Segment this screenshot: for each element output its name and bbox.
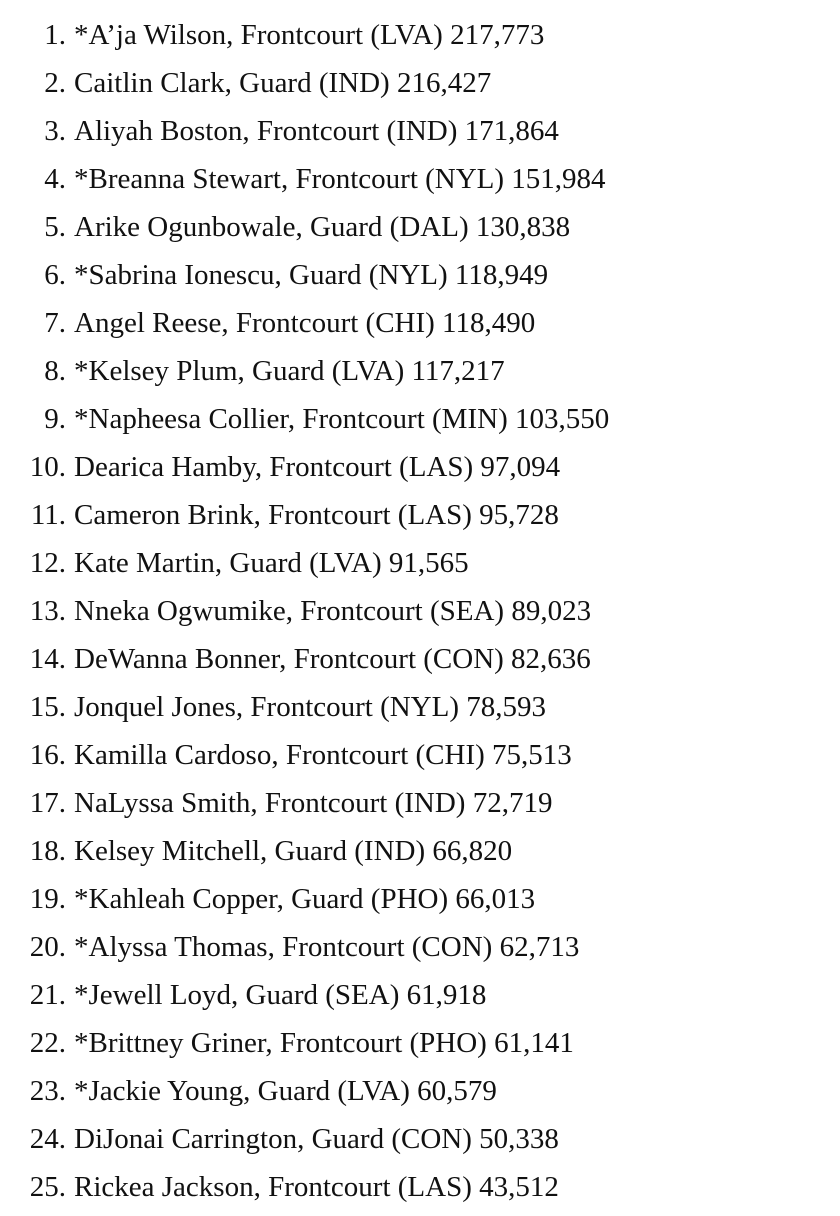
list-item-text: Angel Reese, Frontcourt (CHI) 118,490: [74, 307, 536, 339]
list-item-text: Rickea Jackson, Frontcourt (LAS) 43,512: [74, 1171, 559, 1203]
list-item-number: 5.: [44, 211, 66, 243]
list-item-number: 15.: [29, 691, 66, 723]
list-item-text: *A’ja Wilson, Frontcourt (LVA) 217,773: [74, 19, 545, 51]
list-item-number: 6.: [44, 259, 66, 291]
list-item-number: 3.: [44, 115, 66, 147]
list-item: [0, 925, 840, 973]
list-item-number: 2.: [44, 67, 66, 99]
list-item-text: NaLyssa Smith, Frontcourt (IND) 72,719: [74, 787, 553, 819]
list-item-text: Dearica Hamby, Frontcourt (LAS) 97,094: [74, 451, 561, 483]
list-item-number: 12.: [29, 547, 66, 579]
list-item-number: 13.: [29, 595, 66, 627]
list-item: [0, 1069, 840, 1117]
list-item-number: 9.: [44, 403, 66, 435]
list-item-number: 21.: [29, 979, 66, 1011]
list-item-text: *Brittney Griner, Frontcourt (PHO) 61,141: [74, 1027, 574, 1059]
list-item: [0, 637, 840, 685]
list-item: [0, 685, 840, 733]
list-item: [0, 877, 840, 925]
list-item-number: 25.: [29, 1171, 66, 1203]
list-item: [0, 301, 840, 349]
list-item-text: *Sabrina Ionescu, Guard (NYL) 118,949: [74, 259, 549, 291]
list-item-text: Kelsey Mitchell, Guard (IND) 66,820: [74, 835, 513, 867]
list-item-number: 8.: [44, 355, 66, 387]
list-item: [0, 109, 840, 157]
list-item-text: Arike Ogunbowale, Guard (DAL) 130,838: [74, 211, 571, 243]
list-item: [0, 349, 840, 397]
list-item-number: 22.: [29, 1027, 66, 1059]
list-item-text: Aliyah Boston, Frontcourt (IND) 171,864: [74, 115, 559, 147]
list-item-text: DiJonai Carrington, Guard (CON) 50,338: [74, 1123, 559, 1155]
list-item-number: 1.: [44, 19, 66, 51]
list-item-text: *Kahleah Copper, Guard (PHO) 66,013: [74, 883, 536, 915]
list-item: [0, 781, 840, 829]
list-item-text: *Kelsey Plum, Guard (LVA) 117,217: [74, 355, 505, 387]
list-item: [0, 13, 840, 61]
list-item-number: 19.: [29, 883, 66, 915]
list-item-number: 24.: [29, 1123, 66, 1155]
list-item-number: 18.: [29, 835, 66, 867]
list-item: [0, 445, 840, 493]
list-item-text: *Napheesa Collier, Frontcourt (MIN) 103,550: [74, 403, 610, 435]
list-item-text: Cameron Brink, Frontcourt (LAS) 95,728: [74, 499, 559, 531]
list-item-number: 4.: [44, 163, 66, 195]
list-item: [0, 397, 840, 445]
list-item-number: 10.: [29, 451, 66, 483]
list-item-text: Kate Martin, Guard (LVA) 91,565: [74, 547, 469, 579]
list-item: [0, 541, 840, 589]
list-item: [0, 733, 840, 781]
list-item-number: 20.: [29, 931, 66, 963]
list-item-text: DeWanna Bonner, Frontcourt (CON) 82,636: [74, 643, 591, 675]
list-item-text: *Alyssa Thomas, Frontcourt (CON) 62,713: [74, 931, 580, 963]
list-item: [0, 589, 840, 637]
list-item-number: 7.: [44, 307, 66, 339]
list-item-text: *Breanna Stewart, Frontcourt (NYL) 151,984: [74, 163, 606, 195]
list-item-text: *Jewell Loyd, Guard (SEA) 61,918: [74, 979, 487, 1011]
list-item-text: Caitlin Clark, Guard (IND) 216,427: [74, 67, 492, 99]
list-item: [0, 1117, 840, 1165]
list-item: [0, 1165, 840, 1213]
list-item-number: 23.: [29, 1075, 66, 1107]
list-item: [0, 253, 840, 301]
list-item-number: 14.: [29, 643, 66, 675]
list-item-text: Nneka Ogwumike, Frontcourt (SEA) 89,023: [74, 595, 592, 627]
list-item-number: 11.: [30, 499, 66, 531]
list-item: [0, 205, 840, 253]
list-item-text: Kamilla Cardoso, Frontcourt (CHI) 75,513: [74, 739, 572, 771]
ranked-player-list: [0, 13, 840, 1213]
list-item-number: 16.: [29, 739, 66, 771]
list-item-number: 17.: [29, 787, 66, 819]
list-item: [0, 61, 840, 109]
list-item-text: *Jackie Young, Guard (LVA) 60,579: [74, 1075, 497, 1107]
list-item: [0, 829, 840, 877]
list-item: [0, 973, 840, 1021]
list-item: [0, 493, 840, 541]
list-item-text: Jonquel Jones, Frontcourt (NYL) 78,593: [74, 691, 547, 723]
list-item: [0, 157, 840, 205]
list-item: [0, 1021, 840, 1069]
